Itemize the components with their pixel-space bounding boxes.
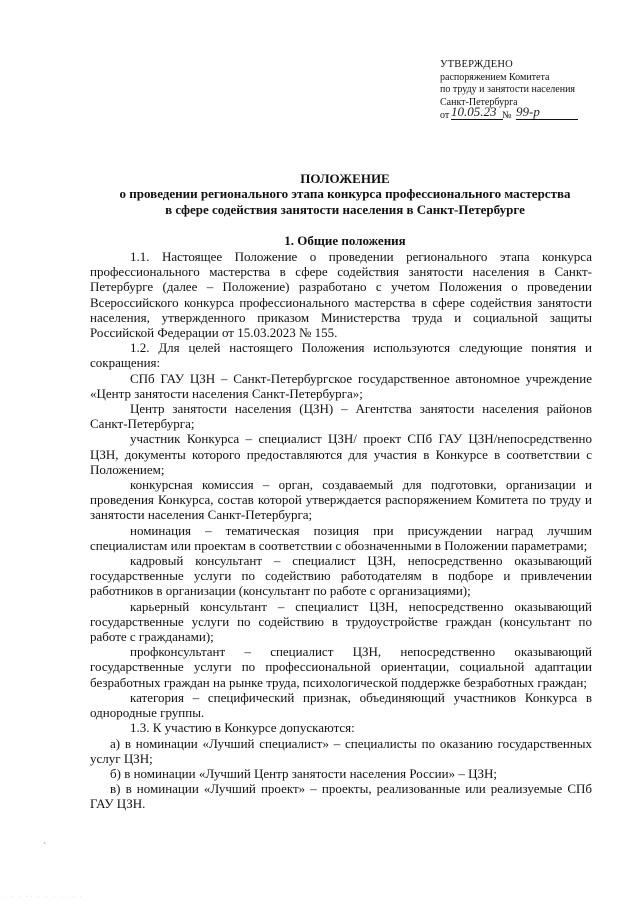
approval-heading: УТВЕРЖДЕНО [440,59,513,70]
definition-spb-gau-czn: СПб ГАУ ЦЗН – Санкт-Петербургское государственное автономное учреждение «Центр занятости населения Санкт-Петербурга»; [90,370,592,401]
approval-authority: распоряжением Комитета [440,71,550,83]
handwritten-date: 10.05.23 [451,106,503,120]
scan-footer-noise: · · · ·· · · · · ·· · [4,894,84,900]
scan-speck: ` [43,842,47,853]
handwritten-number: 99-р [516,106,578,120]
definition-commission: конкурсная комиссия – орган, создаваемый для подготовки, организации и проведения Конкурса, состав которой утверждается распоряжением Комитета по труду и занятости населения Санкт-Петербурга; [90,477,592,523]
number-prefix: № [502,110,512,121]
definition-prof-consultant: профконсультант – специалист ЦЗН, непосредственно оказывающий государственные услуги по профессиональной ориентации, социальной адаптации безработных граждан на рынке труда, психологической поддержке безработных граждан; [90,644,592,690]
item-c: в) в номинации «Лучший проект» – проекты, реализованные или реализуемые СПб ГАУ ЦЗН. [90,781,592,812]
paragraph-1-1: 1.1. Настоящее Положение о проведении регионального этапа конкурса профессионального мастерства в сфере содействия занятости населения в Санкт-Петербурге (далее – Положение) разработано с учетом Положения о проведении Всероссийского конкурса профессионального мастерства в сфере содействия занятости населения, утвержденного приказом Министерства труда и социальной защиты Российской Федерации от 15.03.2023 № 155. [90,249,592,341]
document-subtitle-line2: в сфере содействия занятости населения в Санкт-Петербурге [165,202,525,217]
approval-stamp-block [440,59,620,125]
paragraph-1-3: 1.3. К участию в Конкурсе допускаются: [130,720,355,736]
document-subtitle-line1: о проведении регионального этапа конкурса профессионального мастерства [119,186,571,201]
definition-nomination: номинация – тематическая позиция при присуждении наград лучшим специалистам или проектам в соответствии с обозначенными в Положении параметрами; [90,522,592,553]
section-heading: 1. Общие положения [284,233,406,248]
date-prefix: от [440,110,450,121]
approval-committee: по труду и занятости населения [440,84,576,95]
definition-career-consultant: карьерный консультант – специалист ЦЗН, непосредственно оказывающий государственные услуги по содействию в трудоустройстве граждан (консультант по работе с гражданами); [90,598,592,645]
definition-participant: участник Конкурса – специалист ЦЗН/ проект СПб ГАУ ЦЗН/непосредственно ЦЗН, документы которого предоставляются для участия в Конкурсе в соответствии с Положением; [90,431,592,477]
paragraph-1-2: 1.2. Для целей настоящего Положения используются следующие понятия и сокращения: [90,340,592,371]
definition-czn: Центр занятости населения (ЦЗН) – Агентства занятости населения районов Санкт-Петербурга; [90,401,592,432]
document-title: ПОЛОЖЕНИЕ [300,171,390,186]
definition-category: категория – специфический признак, объединяющий участников Конкурса в однородные группы. [90,689,592,721]
approval-date-line [440,104,620,125]
item-a: а) в номинации «Лучший специалист» – специалисты по оказанию государственных услуг ЦЗН; [90,735,592,766]
approval-city: Санкт-Петербурга [440,96,518,108]
item-b: б) в номинации «Лучший Центр занятости населения России» – ЦЗН; [110,765,497,781]
document-body [90,249,592,812]
definition-hr-consultant: кадровый консультант – специалист ЦЗН, непосредственно оказывающий государственные услуги по содействию работодателям в подборе и привлечении работников в организации (консультант по работе с организациями); [90,553,592,599]
